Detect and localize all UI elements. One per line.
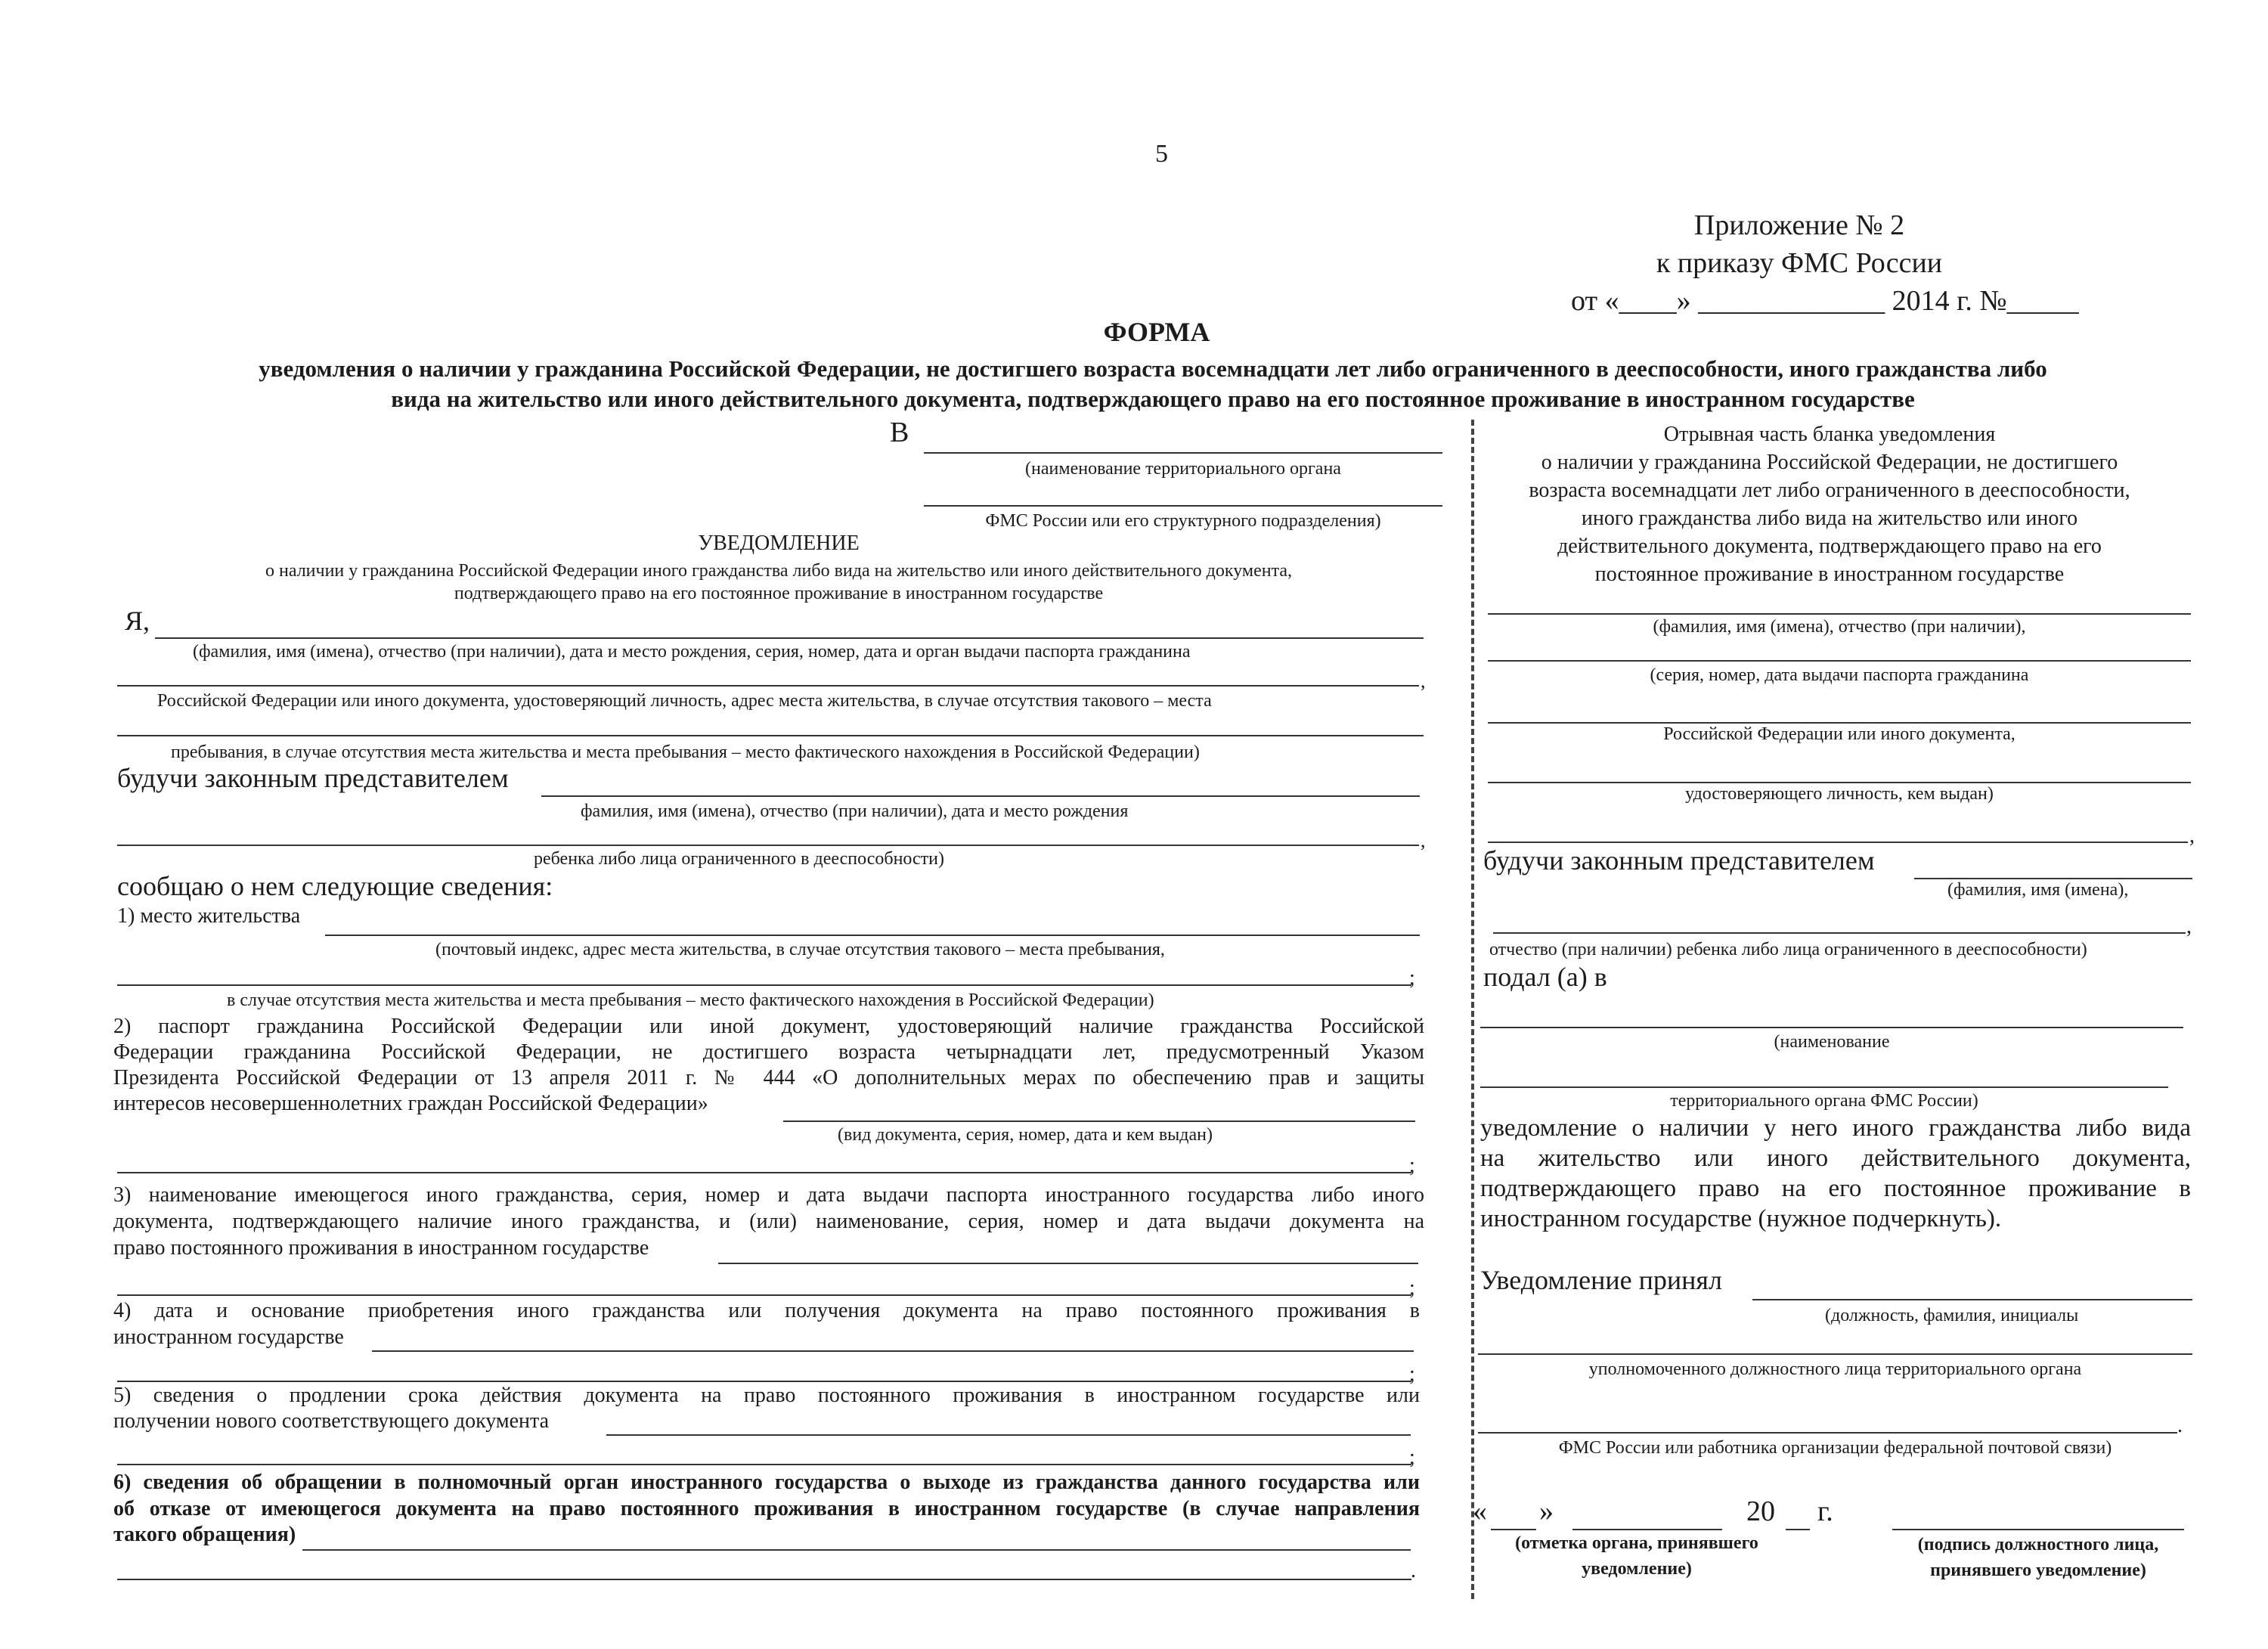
representative-label: будучи законным представителем <box>117 763 509 793</box>
item-2-line-1: 2) паспорт гражданина Российской Федерации или иной документ, удостоверяющий наличие гражданства Российской <box>113 1015 1424 1038</box>
representative-field[interactable] <box>541 795 1420 797</box>
form-subtitle-line-2: вида на жительство или иного действительного документа, подтверждающего право на его постоянное проживание в иностранном государстве <box>391 386 1915 412</box>
slip-day-field[interactable] <box>1491 1529 1536 1530</box>
slip-header-6: постоянное проживание в иностранном государстве <box>1594 563 2065 586</box>
foreign-citizenship-field-2[interactable] <box>117 1294 1411 1296</box>
item-1-label: 1) место жительства <box>117 904 301 928</box>
extension-field-2[interactable] <box>117 1464 1411 1465</box>
slip-header-5: действительного документа, подтверждающего право на его <box>1557 535 2102 558</box>
foreign-citizenship-field[interactable] <box>718 1263 1418 1264</box>
representative-caption-1: фамилия, имя (имена), отчество (при наличии), дата и место рождения <box>581 801 1129 821</box>
slip-header-3: возраста восемнадцати лет либо ограниченного в дееспособности, <box>1529 479 2130 502</box>
item-1-caption-2: в случае отсутствия места жительства и места пребывания – место фактического нахождения в Российской Федерации) <box>227 990 1154 1010</box>
slip-year-field[interactable] <box>1786 1529 1810 1530</box>
slip-filed-label: подал (а) в <box>1483 962 1607 992</box>
item-4-line-2: иностранном государстве <box>113 1325 344 1349</box>
item-4-line-1: 4) дата и основание приобретения иного гражданства или получения документа на право постоянного проживания в <box>113 1299 1420 1322</box>
acquisition-field[interactable] <box>372 1350 1414 1352</box>
acquisition-field-2[interactable] <box>117 1381 1411 1382</box>
appendix-date-line: от «____» _____________ 2014 г. №_____ <box>1571 285 2079 317</box>
semicolon: ; <box>1409 1446 1415 1469</box>
item-5-line-2: получении нового соответствующего документа <box>113 1409 550 1433</box>
slip-caption-1: (фамилия, имя (имена), отчество (при наличии), <box>1653 617 2026 637</box>
slip-header-4: иного гражданства либо вида на жительство или иного <box>1581 507 2078 530</box>
recipient-field[interactable] <box>924 452 1442 454</box>
slip-year-suffix: г. <box>1817 1496 1833 1527</box>
slip-signature-field[interactable] <box>1892 1529 2184 1530</box>
semicolon: ; <box>1409 966 1415 990</box>
form-subtitle-line-1: уведомления о наличии у гражданина Российской Федерации, не достигшего возраста восемнадцати лет либо ограниченного в дееспособности, иного гражданства либо <box>259 355 2047 382</box>
representative-field-2[interactable] <box>117 845 1419 846</box>
form-title: ФОРМА <box>1103 317 1210 347</box>
semicolon: ; <box>1409 1154 1415 1177</box>
slip-caption-4: удостоверяющего личность, кем выдан) <box>1685 784 1994 804</box>
slip-rep-caption-1: (фамилия, имя (имена), <box>1947 880 2129 900</box>
recipient-field-2[interactable] <box>924 505 1442 507</box>
comma: , <box>2189 824 2195 848</box>
slip-rep-caption-2: отчество (при наличии) ребенка либо лица ограниченного в дееспособности) <box>1489 940 2087 959</box>
slip-accepted-caption-1: (должность, фамилия, инициалы <box>1825 1306 2079 1325</box>
item-2-line-2: Федерации гражданина Российской Федерации, не достигшего возраста четырнадцати лет, предусмотренный Указом <box>113 1040 1424 1064</box>
slip-name-field[interactable] <box>1488 613 2191 615</box>
applicant-caption-3: пребывания, в случае отсутствия места жительства и места пребывания – место фактического нахождения в Российской Федерации) <box>171 742 1200 762</box>
item-6-line-3: такого обращения) <box>113 1523 296 1546</box>
notice-subtitle-1: о наличии у гражданина Российской Федерации иного гражданства либо вида на жительство или иного действительного документа, <box>265 561 1293 581</box>
report-label: сообщаю о нем следующие сведения: <box>117 871 553 901</box>
slip-notice-line-2: на жительство или иного действительного документа, <box>1480 1145 2191 1172</box>
slip-sign-caption-1: (подпись должностного лица, <box>1917 1535 2159 1554</box>
renunciation-field[interactable] <box>302 1549 1411 1551</box>
tear-off-divider <box>1471 420 1474 1599</box>
comma: , <box>2186 915 2192 938</box>
slip-sign-caption-2: принявшего уведомление) <box>1930 1561 2146 1580</box>
slip-notice-line-3: подтверждающего право на его постоянное проживание в <box>1480 1175 2191 1202</box>
item-2-line-3: Президента Российской Федерации от 13 апреля 2011 г. № 444 «О дополнительных мерах по обеспечению прав и защиты <box>113 1066 1424 1090</box>
applicant-prefix: Я, <box>125 606 150 636</box>
slip-year-prefix: 20 <box>1746 1496 1775 1527</box>
slip-representative-field-2[interactable] <box>1493 932 2186 934</box>
appendix-order: к приказу ФМС России <box>1656 247 1943 279</box>
residence-field-2[interactable] <box>117 984 1411 986</box>
residence-field[interactable] <box>325 935 1420 936</box>
slip-date-open-quote: « <box>1473 1496 1487 1527</box>
recipient-caption-1: (наименование территориального органа <box>1025 459 1341 479</box>
slip-accepted-field-3[interactable] <box>1478 1432 2177 1434</box>
slip-mark-caption-2: уведомление) <box>1582 1559 1692 1579</box>
slip-header-1: Отрывная часть бланка уведомления <box>1663 423 1996 446</box>
representative-caption-2: ребенка либо лица ограниченного в дееспособности) <box>534 849 944 869</box>
renunciation-field-2[interactable] <box>117 1579 1411 1580</box>
slip-filed-field-2[interactable] <box>1480 1086 2168 1088</box>
recipient-prefix: В <box>890 417 909 448</box>
slip-caption-2: (серия, номер, дата выдачи паспорта гражданина <box>1650 665 2029 685</box>
slip-accepted-caption-3: ФМС России или работника организации федеральной почтовой связи) <box>1558 1438 2112 1458</box>
slip-filed-field[interactable] <box>1480 1027 2183 1028</box>
slip-filed-caption-2: территориального органа ФМС России) <box>1670 1091 1978 1111</box>
item-1-caption-1: (почтовый индекс, адрес места жительства, в случае отсутствия такового – места пребывания, <box>435 940 1165 959</box>
slip-representative-field[interactable] <box>1914 878 2192 879</box>
slip-id-field-2[interactable] <box>1488 842 2188 843</box>
passport-field-2[interactable] <box>117 1172 1411 1173</box>
slip-accepted-field[interactable] <box>1752 1299 2192 1300</box>
item-5-line-1: 5) сведения о продлении срока действия документа на право постоянного проживания в иностранном государстве или <box>113 1384 1420 1407</box>
item-3-line-2: документа, подтверждающего наличие иного гражданства, и (или) наименование, серия, номер и дата выдачи документа на <box>113 1210 1424 1233</box>
slip-passport-field[interactable] <box>1488 660 2191 662</box>
semicolon: ; <box>1409 1276 1415 1300</box>
comma: , <box>1421 829 1426 851</box>
item-6-line-1: 6) сведения об обращении в полномочный орган иностранного государства о выходе из гражданства данного государства или <box>113 1471 1420 1494</box>
slip-filed-caption-1: (наименование <box>1774 1032 1890 1052</box>
applicant-caption-2: Российской Федерации или иного документа, удостоверяющий личность, адрес места жительства, в случае отсутствия такового – места <box>157 691 1212 711</box>
comma: , <box>1421 670 1426 692</box>
applicant-field-2[interactable] <box>117 685 1419 687</box>
slip-month-field[interactable] <box>1572 1529 1722 1530</box>
slip-header-2: о наличии у гражданина Российской Федерации, не достигшего <box>1541 451 2118 474</box>
item-2-caption: (вид документа, серия, номер, дата и кем выдан) <box>838 1125 1213 1145</box>
slip-notice-line-1: уведомление о наличии у него иного гражданства либо вида <box>1480 1114 2191 1142</box>
extension-field[interactable] <box>606 1434 1411 1436</box>
item-6-line-2: об отказе от имеющегося документа на право постоянного проживания в иностранном государстве (в случае направления <box>113 1497 1420 1520</box>
slip-accepted-label: Уведомление принял <box>1480 1265 1722 1295</box>
semicolon: ; <box>1409 1362 1415 1386</box>
final-period: . <box>1411 1559 1416 1582</box>
page-number: 5 <box>1155 140 1168 168</box>
slip-notice-line-4: иностранном государстве (нужное подчеркнуть). <box>1480 1205 2002 1232</box>
applicant-field-3[interactable] <box>117 735 1424 736</box>
slip-date-close-quote: » <box>1539 1496 1554 1527</box>
notice-subtitle-2: подтверждающего право на его постоянное проживание в иностранном государстве <box>454 584 1104 603</box>
slip-mark-caption-1: (отметка органа, принявшего <box>1515 1533 1758 1553</box>
item-2-line-4: интересов несовершеннолетних граждан Российской Федерации» <box>113 1092 708 1115</box>
slip-accepted-caption-2: уполномоченного должностного лица территориального органа <box>1588 1359 2082 1379</box>
item-3-line-3: право постоянного проживания в иностранном государстве <box>113 1236 649 1260</box>
notice-title: УВЕДОМЛЕНИЕ <box>698 532 860 555</box>
slip-representative-label: будучи законным представителем <box>1483 845 1875 876</box>
applicant-caption-1: (фамилия, имя (имена), отчество (при наличии), дата и место рождения, серия, номер, дата и орган выдачи паспорта гражданина <box>193 642 1191 662</box>
item-3-line-1: 3) наименование имеющегося иного гражданства, серия, номер и дата выдачи паспорта иностранного государства либо иного <box>113 1183 1424 1207</box>
slip-accepted-field-2[interactable] <box>1478 1353 2192 1355</box>
passport-field[interactable] <box>783 1121 1415 1122</box>
slip-document-field[interactable] <box>1488 722 2191 724</box>
applicant-field-1[interactable] <box>155 637 1424 639</box>
recipient-caption-2: ФМС России или его структурного подразделения) <box>985 511 1381 531</box>
slip-id-field[interactable] <box>1488 782 2191 783</box>
slip-period: . <box>2177 1414 2183 1437</box>
appendix-title: Приложение № 2 <box>1693 209 1905 241</box>
slip-caption-3: Российской Федерации или иного документа, <box>1663 724 2015 744</box>
